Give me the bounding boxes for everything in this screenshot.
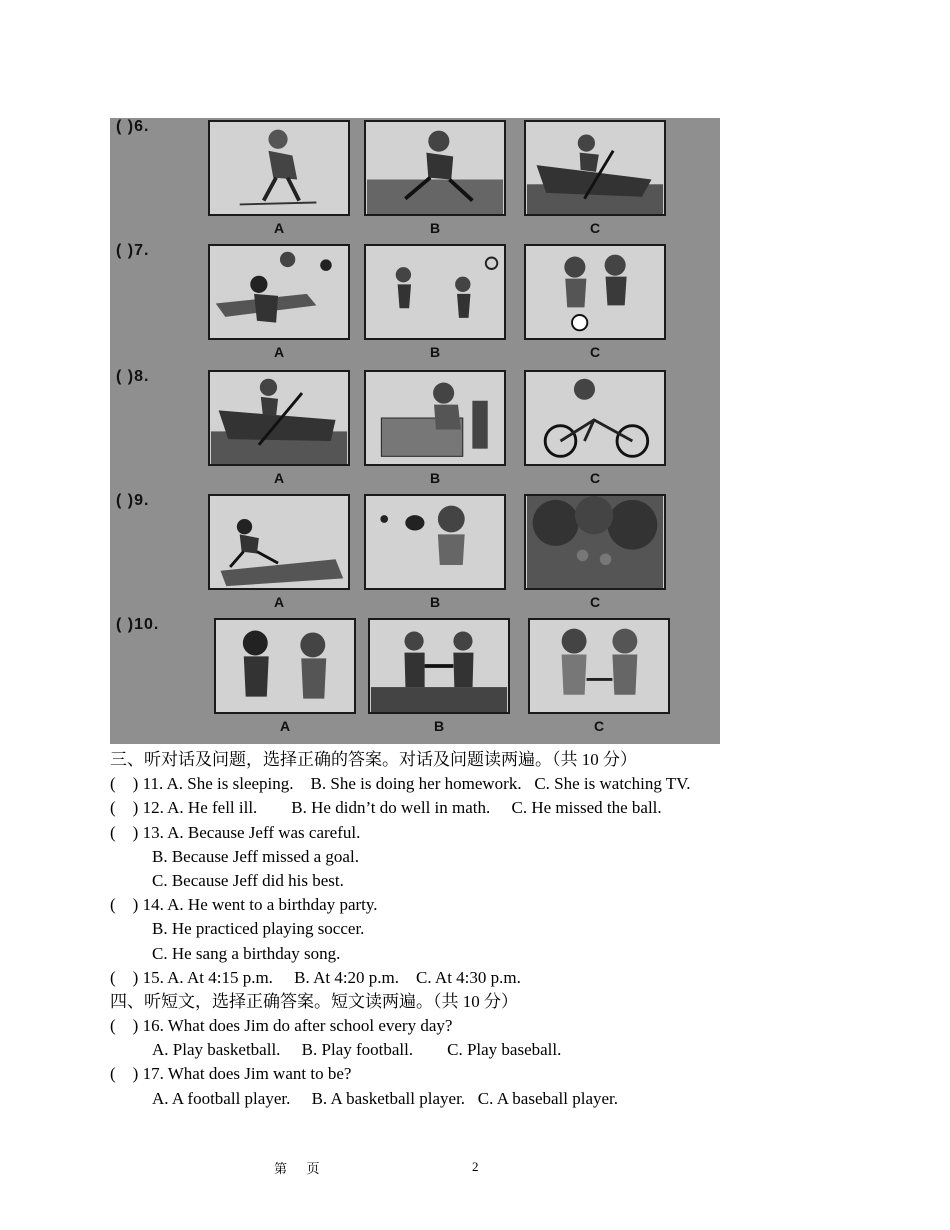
homework-desk-icon [366,372,504,464]
option-label: C [589,470,601,486]
question-16-options: A. Play basketball. B. Play football. C. Play baseball. [152,1040,562,1060]
option-label: A [273,470,285,486]
picture-10a [214,618,356,714]
picture-7c [524,244,666,340]
question-6-row [110,118,720,242]
badminton-icon [366,246,504,338]
question-14-option-b: B. He practiced playing soccer. [152,919,365,939]
picture-10b [368,618,510,714]
picture-7b [364,244,506,340]
option-label: A [273,344,285,360]
questions-text [110,748,830,1111]
picture-8c [524,370,666,466]
question-14-option-c: C. He sang a birthday song. [152,943,341,963]
skating-girl-icon [210,122,348,214]
option-label: C [589,344,601,360]
question-12: ( ) 12. A. He fell ill. B. He didn’t do well in math. C. He missed the ball. [110,798,662,818]
option-label: B [429,220,441,236]
table-tennis-boy-icon [366,496,504,588]
question-13-option-c: C. Because Jeff did his best. [152,870,344,890]
question-9-row [110,492,720,616]
question-16: ( ) 16. What does Jim do after school every day? [110,1016,453,1036]
picture-9c [524,494,666,590]
picture-9a [208,494,350,590]
park-picnic-icon [526,496,664,588]
question-number: ( )6. [116,118,150,135]
friends-holding-hands-icon [530,620,668,712]
question-11: ( ) 11. A. She is sleeping. B. She is doing her homework. C. She is watching TV. [110,774,691,794]
question-13: ( ) 13. A. Because Jeff was careful. [110,822,361,842]
question-7-row [110,242,720,366]
option-label: C [589,220,601,236]
picture-6b [364,120,506,216]
option-label: C [593,718,605,734]
option-label: A [273,594,285,610]
option-label: A [279,718,291,734]
question-number: ( )7. [116,242,150,259]
picture-10c [528,618,670,714]
arguing-boys-icon [216,620,354,712]
page-number: 2 [472,1159,479,1174]
page-footer-label: 第 页 [274,1161,320,1176]
option-label: C [589,594,601,610]
question-number: ( )9. [116,492,150,509]
rowing-boy-icon [210,372,348,464]
option-label: B [433,718,445,734]
scanned-picture-questions [110,118,720,744]
soccer-kids-icon [526,246,664,338]
question-number: ( )8. [116,368,150,385]
handshake-icon [370,620,508,712]
ping-pong-icon [210,246,348,338]
option-label: B [429,470,441,486]
question-17-options: A. A football player. B. A basketball player. C. A baseball player. [152,1088,619,1108]
picture-6c [524,120,666,216]
rowing-boat-icon [526,122,664,214]
question-13-option-b: B. Because Jeff missed a goal. [152,846,359,866]
picture-7a [208,244,350,340]
question-10-row [110,616,720,740]
option-label: B [429,344,441,360]
question-14: ( ) 14. A. He went to a birthday party. [110,895,378,915]
picture-8a [208,370,350,466]
option-label: B [429,594,441,610]
picture-6a [208,120,350,216]
picture-9b [364,494,506,590]
question-15: ( ) 15. A. At 4:15 p.m. B. At 4:20 p.m. C. At 4:30 p.m. [110,967,521,987]
question-8-row [110,368,720,492]
question-number: ( )10. [116,616,160,633]
picture-8b [364,370,506,466]
long-jump-icon [210,496,348,588]
section-3-heading: 三、听对话及问题，选择正确的答案。对话及问题读两遍。（共 10 分） [110,750,637,769]
question-17: ( ) 17. What does Jim want to be? [110,1064,352,1084]
option-label: A [273,220,285,236]
section-4-heading: 四、听短文，选择正确答案。短文读两遍。（共 10 分） [110,991,518,1011]
running-girl-icon [366,122,504,214]
bicycle-boy-icon [526,372,664,464]
